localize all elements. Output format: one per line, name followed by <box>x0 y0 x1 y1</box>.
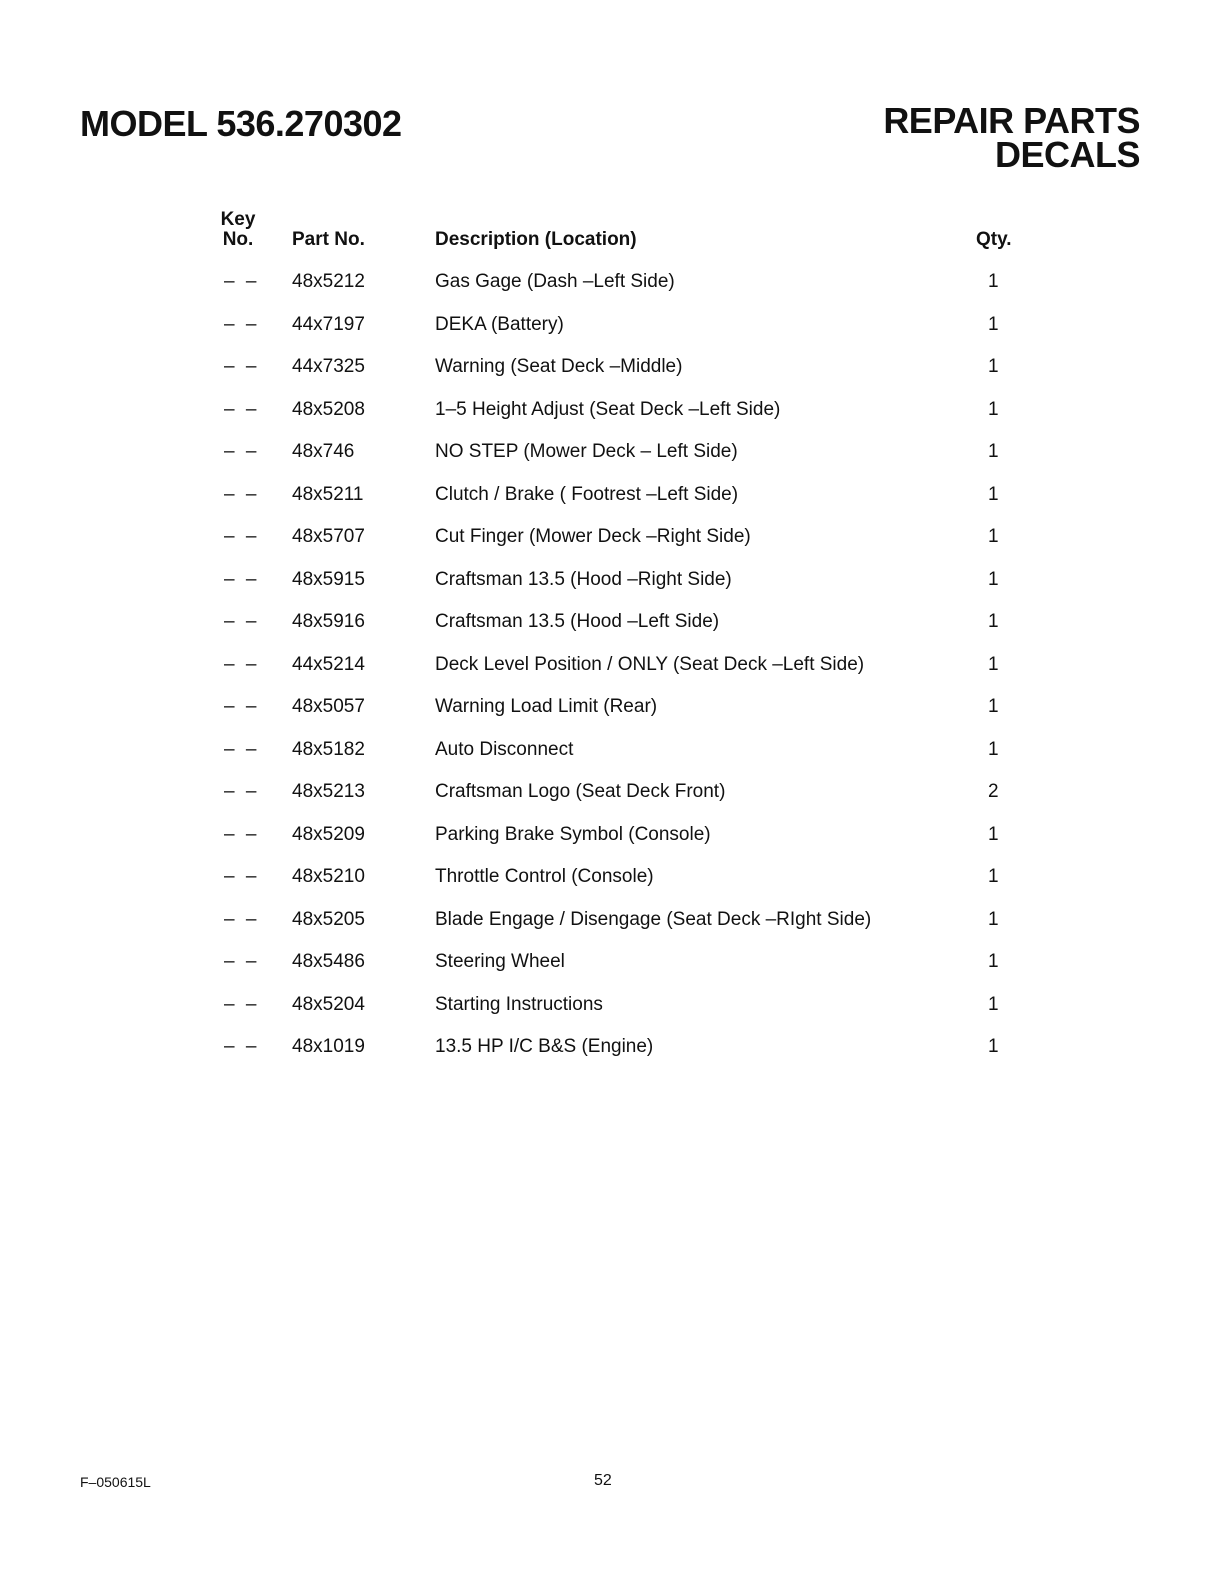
table-row <box>0 398 1224 441</box>
part-no-cell: 44x7325 <box>292 356 365 377</box>
key-no-cell: – – <box>224 568 260 590</box>
qty-cell: 1 <box>988 866 999 887</box>
column-header-key-line2: No. <box>222 229 254 250</box>
qty-cell: 1 <box>988 526 999 547</box>
table-row <box>0 483 1224 526</box>
table-row <box>0 610 1224 653</box>
part-no-cell: 48x5208 <box>292 398 365 420</box>
table-row <box>0 950 1224 993</box>
section-title <box>883 100 1140 175</box>
description-cell: 1–5 Height Adjust (Seat Deck –Left Side) <box>435 398 781 420</box>
part-no-cell: 48x5213 <box>292 781 365 802</box>
description-cell: Warning (Seat Deck –Middle) <box>435 356 683 377</box>
qty-cell: 1 <box>988 568 999 590</box>
table-row <box>0 568 1224 611</box>
table-row <box>0 525 1224 568</box>
qty-cell: 1 <box>988 483 999 505</box>
part-no-cell: 48x5915 <box>292 568 365 590</box>
part-no-cell: 48x5486 <box>292 951 365 972</box>
key-no-cell: – – <box>224 951 260 972</box>
description-cell: Cut Finger (Mower Deck –Right Side) <box>435 526 751 547</box>
table-row <box>0 865 1224 908</box>
qty-cell: 1 <box>988 611 999 632</box>
key-no-cell: – – <box>224 696 260 717</box>
part-no-cell: 48x5707 <box>292 526 365 547</box>
key-no-cell: – – <box>224 313 260 335</box>
table-row <box>0 908 1224 951</box>
qty-cell: 1 <box>988 1036 999 1057</box>
key-no-cell: – – <box>224 1036 260 1057</box>
qty-cell: 1 <box>988 951 999 972</box>
table-row <box>0 1035 1224 1078</box>
part-no-cell: 48x5182 <box>292 738 365 760</box>
table-row <box>0 440 1224 483</box>
column-header-key-line1: Key <box>220 209 256 230</box>
table-row <box>0 993 1224 1036</box>
key-no-cell: – – <box>224 611 260 632</box>
description-cell: Craftsman 13.5 (Hood –Left Side) <box>435 611 720 632</box>
description-cell: Blade Engage / Disengage (Seat Deck –RIght Side) <box>435 908 872 930</box>
description-cell: Warning Load Limit (Rear) <box>435 696 658 717</box>
column-header-key-no <box>220 210 256 250</box>
qty-cell: 1 <box>988 993 999 1015</box>
part-no-cell: 48x5057 <box>292 696 365 717</box>
column-header-qty: Qty. <box>976 229 1012 250</box>
key-no-cell: – – <box>224 441 260 462</box>
key-no-cell: – – <box>224 908 260 930</box>
description-cell: DEKA (Battery) <box>435 313 564 335</box>
column-header-description: Description (Location) <box>435 229 637 250</box>
qty-cell: 1 <box>988 823 999 845</box>
qty-cell: 1 <box>988 908 999 930</box>
part-no-cell: 48x1019 <box>292 1036 365 1057</box>
table-row <box>0 313 1224 356</box>
part-no-cell: 48x746 <box>292 441 355 462</box>
qty-cell: 1 <box>988 313 999 335</box>
key-no-cell: – – <box>224 398 260 420</box>
form-code: F–050615L <box>80 1474 151 1490</box>
description-cell: Gas Gage (Dash –Left Side) <box>435 271 675 292</box>
qty-cell: 1 <box>988 356 999 377</box>
section-title-line2: DECALS <box>994 134 1140 175</box>
key-no-cell: – – <box>224 781 260 802</box>
key-no-cell: – – <box>224 993 260 1015</box>
table-row <box>0 653 1224 696</box>
qty-cell: 1 <box>988 738 999 760</box>
part-no-cell: 48x5916 <box>292 611 365 632</box>
part-no-cell: 44x7197 <box>292 313 365 335</box>
qty-cell: 1 <box>988 271 999 292</box>
page-number: 52 <box>594 1472 612 1489</box>
qty-cell: 1 <box>988 441 999 462</box>
table-row <box>0 738 1224 781</box>
key-no-cell: – – <box>224 526 260 547</box>
table-row <box>0 780 1224 823</box>
parts-table <box>0 270 1224 1078</box>
table-row <box>0 695 1224 738</box>
qty-cell: 1 <box>988 398 999 420</box>
description-cell: 13.5 HP I/C B&S (Engine) <box>435 1036 654 1057</box>
key-no-cell: – – <box>224 356 260 377</box>
key-no-cell: – – <box>224 823 260 845</box>
description-cell: Steering Wheel <box>435 951 565 972</box>
table-row <box>0 823 1224 866</box>
part-no-cell: 48x5211 <box>292 483 364 505</box>
part-no-cell: 48x5204 <box>292 993 365 1015</box>
description-cell: Clutch / Brake ( Footrest –Left Side) <box>435 483 739 505</box>
model-title: MODEL 536.270302 <box>80 103 402 144</box>
description-cell: Parking Brake Symbol (Console) <box>435 823 711 845</box>
description-cell: Craftsman 13.5 (Hood –Right Side) <box>435 568 732 590</box>
description-cell: NO STEP (Mower Deck – Left Side) <box>435 441 738 462</box>
key-no-cell: – – <box>224 483 260 505</box>
key-no-cell: – – <box>224 738 260 760</box>
description-cell: Throttle Control (Console) <box>435 866 654 887</box>
qty-cell: 1 <box>988 653 999 675</box>
key-no-cell: – – <box>224 271 260 292</box>
qty-cell: 1 <box>988 696 999 717</box>
section-title-line1: REPAIR PARTS <box>883 100 1140 141</box>
description-cell: Starting Instructions <box>435 993 603 1015</box>
part-no-cell: 48x5209 <box>292 823 365 845</box>
description-cell: Craftsman Logo (Seat Deck Front) <box>435 781 726 802</box>
table-row <box>0 355 1224 398</box>
key-no-cell: – – <box>224 653 260 675</box>
part-no-cell: 44x5214 <box>292 653 365 675</box>
description-cell: Deck Level Position / ONLY (Seat Deck –Left Side) <box>435 653 865 675</box>
column-header-part-no: Part No. <box>292 229 365 250</box>
table-row <box>0 270 1224 313</box>
qty-cell: 2 <box>988 781 999 802</box>
description-cell: Auto Disconnect <box>435 738 574 760</box>
part-no-cell: 48x5212 <box>292 271 365 292</box>
key-no-cell: – – <box>224 866 260 887</box>
part-no-cell: 48x5210 <box>292 866 365 887</box>
part-no-cell: 48x5205 <box>292 908 365 930</box>
